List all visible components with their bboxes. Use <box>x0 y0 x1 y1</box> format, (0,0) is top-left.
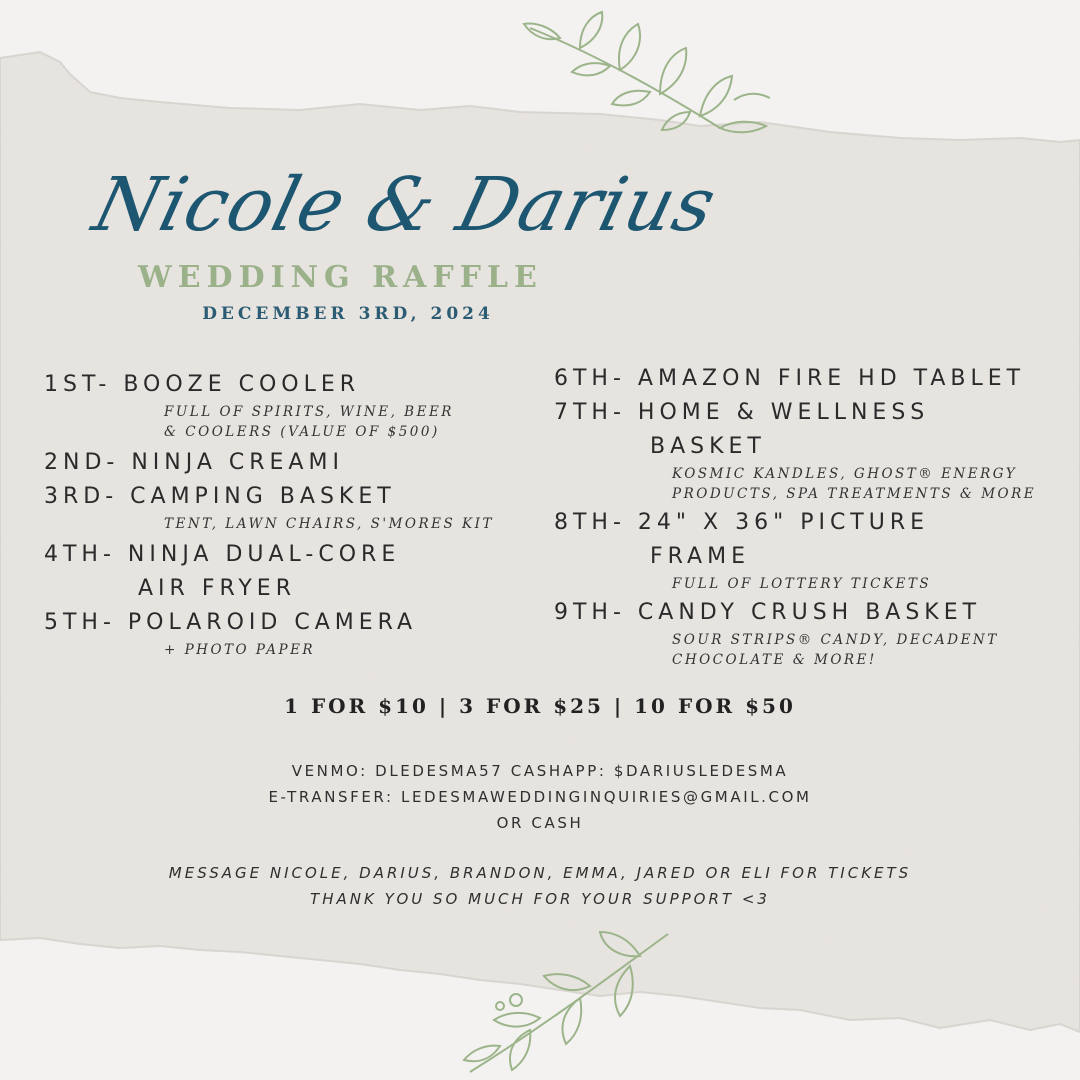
prize-1-desc-line-2: & COOLERS (VALUE OF $500) <box>164 424 440 440</box>
prize-9-title: 9TH- CANDY CRUSH BASKET <box>554 600 982 625</box>
prize-list-right <box>554 362 1074 670</box>
prize-8-desc: FULL OF LOTTERY TICKETS <box>672 576 932 592</box>
payment-info <box>0 758 1080 836</box>
prize-1-title: 1ST- BOOZE COOLER <box>44 372 361 397</box>
payment-line-2: E-TRANSFER: LEDESMAWEDDINGINQUIRIES@GMAIL.COM <box>268 788 812 806</box>
leaf-branch-icon <box>440 926 680 1076</box>
prize-5-title: 5TH- POLAROID CAMERA <box>44 610 418 635</box>
prize-3-title: 3RD- CAMPING BASKET <box>44 484 396 509</box>
prize-7-desc-line-1: KOSMIC KANDLES, GHOST® ENERGY <box>672 466 1018 482</box>
message-line-2: THANK YOU SO MUCH FOR YOUR SUPPORT <3 <box>310 890 770 908</box>
prize-1-desc-line-1: FULL OF SPIRITS, WINE, BEER <box>164 404 454 420</box>
prize-4-title: 4TH- NINJA DUAL-CORE <box>44 542 401 567</box>
payment-line-3: OR CASH <box>496 814 584 832</box>
prize-8-title-cont: FRAME <box>650 544 750 569</box>
prize-7-title: 7TH- HOME & WELLNESS <box>554 400 930 425</box>
couple-names-title: Nicole & Darius <box>85 162 725 248</box>
event-date: DECEMBER 3RD, 2024 <box>202 304 494 324</box>
raffle-subtitle: WEDDING RAFFLE <box>138 260 543 295</box>
leaf-branch-icon <box>520 8 780 138</box>
prize-7-desc-line-2: PRODUCTS, SPA TREATMENTS & MORE <box>672 486 1037 502</box>
payment-line-1: VENMO: DLEDESMA57 CASHAPP: $DARIUSLEDESMA <box>291 762 789 780</box>
ticket-pricing: 1 FOR $10 | 3 FOR $25 | 10 FOR $50 <box>284 694 796 718</box>
prize-4-title-cont: AIR FRYER <box>138 576 296 601</box>
prize-9-desc-line-2: CHOCOLATE & MORE! <box>672 652 877 668</box>
prize-5-desc: + PHOTO PAPER <box>164 642 316 658</box>
prize-list-left <box>44 368 544 660</box>
closing-message <box>0 860 1080 912</box>
prize-8-title: 8TH- 24" X 36" PICTURE <box>554 510 930 535</box>
prize-7-title-cont: BASKET <box>650 434 766 459</box>
prize-3-desc: TENT, LAWN CHAIRS, S'MORES KIT <box>164 516 494 532</box>
prize-9-desc-line-1: SOUR STRIPS® CANDY, DECADENT <box>672 632 999 648</box>
prize-6-title: 6TH- AMAZON FIRE HD TABLET <box>554 366 1026 391</box>
prize-2-title: 2ND- NINJA CREAMI <box>44 450 344 475</box>
message-line-1: MESSAGE NICOLE, DARIUS, BRANDON, EMMA, JARED OR ELI FOR TICKETS <box>168 864 912 882</box>
